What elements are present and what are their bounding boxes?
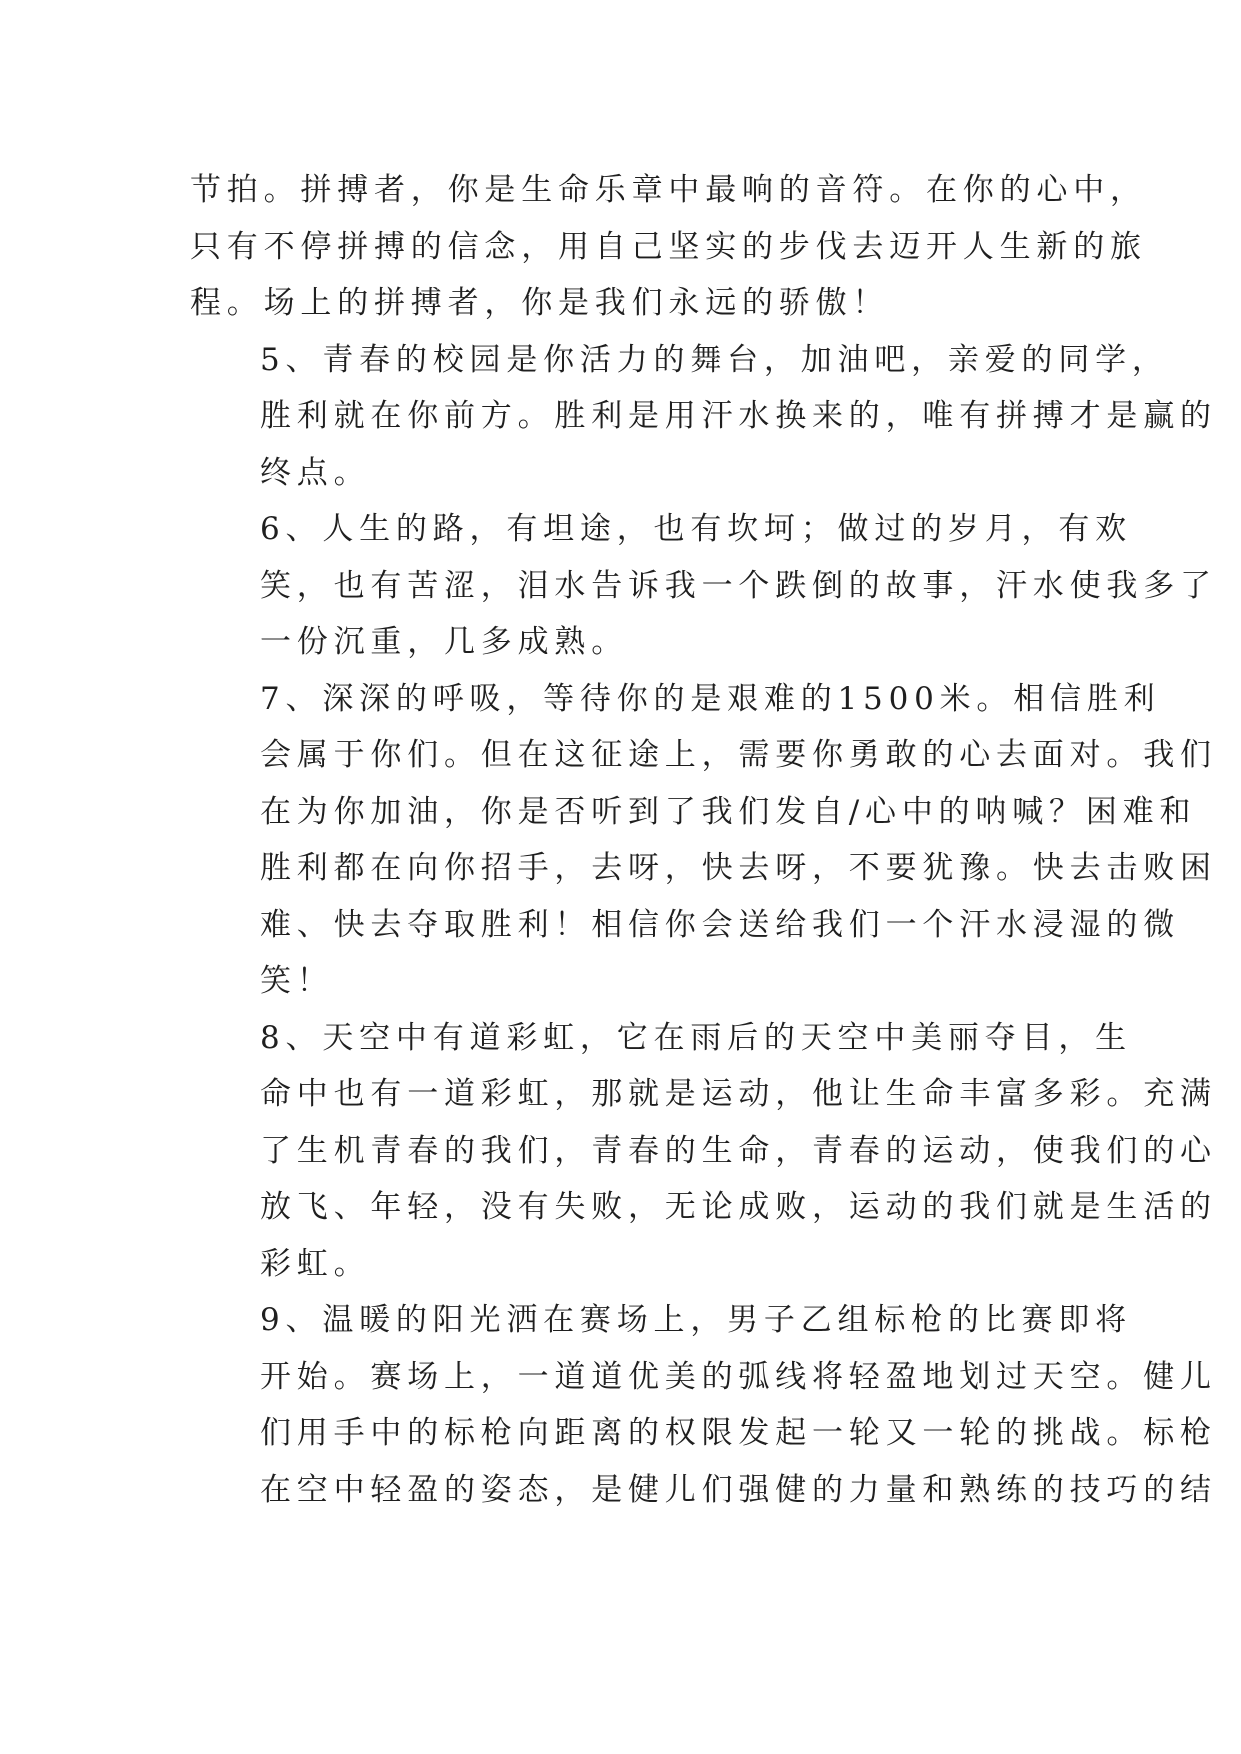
text-line: 胜利都在向你招手，去呀，快去呀，不要犹豫。快去击败困 [260, 850, 1217, 886]
paragraph-item-5 [190, 332, 1217, 502]
text-line: 放飞、年轻，没有失败，无论成败，运动的我们就是生活的 [260, 1189, 1217, 1225]
paragraph-item-8 [190, 1010, 1217, 1293]
text-line: 在为你加油，你是否听到了我们发自/心中的呐喊？困难和 [260, 793, 1197, 830]
text-line: 们用手中的标枪向距离的权限发起一轮又一轮的挑战。标枪 [260, 1415, 1217, 1451]
text-line: 会属于你们。但在这征途上，需要你勇敢的心去面对。我们 [260, 737, 1217, 773]
text-line: 命中也有一道彩虹，那就是运动，他让生命丰富多彩。充满 [260, 1076, 1217, 1112]
text-line: 终点。 [260, 454, 371, 491]
text-line: 胜利就在你前方。胜利是用汗水换来的，唯有拼搏才是赢的 [260, 398, 1217, 434]
paragraph-item-7 [190, 671, 1217, 1010]
text-line: 一份沉重，几多成熟。 [260, 624, 628, 660]
text-line: 难、快去夺取胜利！相信你会送给我们一个汗水浸湿的微 [260, 906, 1180, 943]
text-line: 彩虹。 [260, 1245, 371, 1282]
text-line: 节拍。拼搏者，你是生命乐章中最响的音符。在你的心中， [190, 172, 1147, 208]
text-line: 5、青春的校园是你活力的舞台，加油吧，亲爱的同学， [260, 341, 1169, 378]
text-line: 7、深深的呼吸，等待你的是艰难的1500米。相信胜利 [260, 680, 1161, 717]
text-line: 6、人生的路，有坦途，也有坎坷；做过的岁月，有欢 [260, 511, 1132, 547]
text-line: 了生机青春的我们，青春的生命，青春的运动，使我们的心 [260, 1132, 1217, 1169]
body-text [190, 162, 1217, 1518]
paragraph-item-9 [190, 1292, 1217, 1518]
text-line: 笑！ [260, 963, 334, 999]
text-line: 开始。赛场上，一道道优美的弧线将轻盈地划过天空。健儿 [260, 1358, 1217, 1395]
paragraph-item-6 [190, 501, 1217, 671]
text-line: 9、温暖的阳光洒在赛场上，男子乙组标枪的比赛即将 [260, 1302, 1132, 1338]
text-line: 笑，也有苦涩，泪水告诉我一个跌倒的故事，汗水使我多了 [260, 567, 1217, 604]
text-line: 8、天空中有道彩虹，它在雨后的天空中美丽夺目，生 [260, 1019, 1132, 1056]
paragraph-continuation [190, 162, 1147, 332]
text-line: 只有不停拼搏的信念，用自己坚实的步伐去迈开人生新的旅 [190, 228, 1147, 265]
text-line: 在空中轻盈的姿态，是健儿们强健的力量和熟练的技巧的结 [260, 1471, 1217, 1508]
text-line: 程。场上的拼搏者，你是我们永远的骄傲！ [190, 285, 890, 321]
